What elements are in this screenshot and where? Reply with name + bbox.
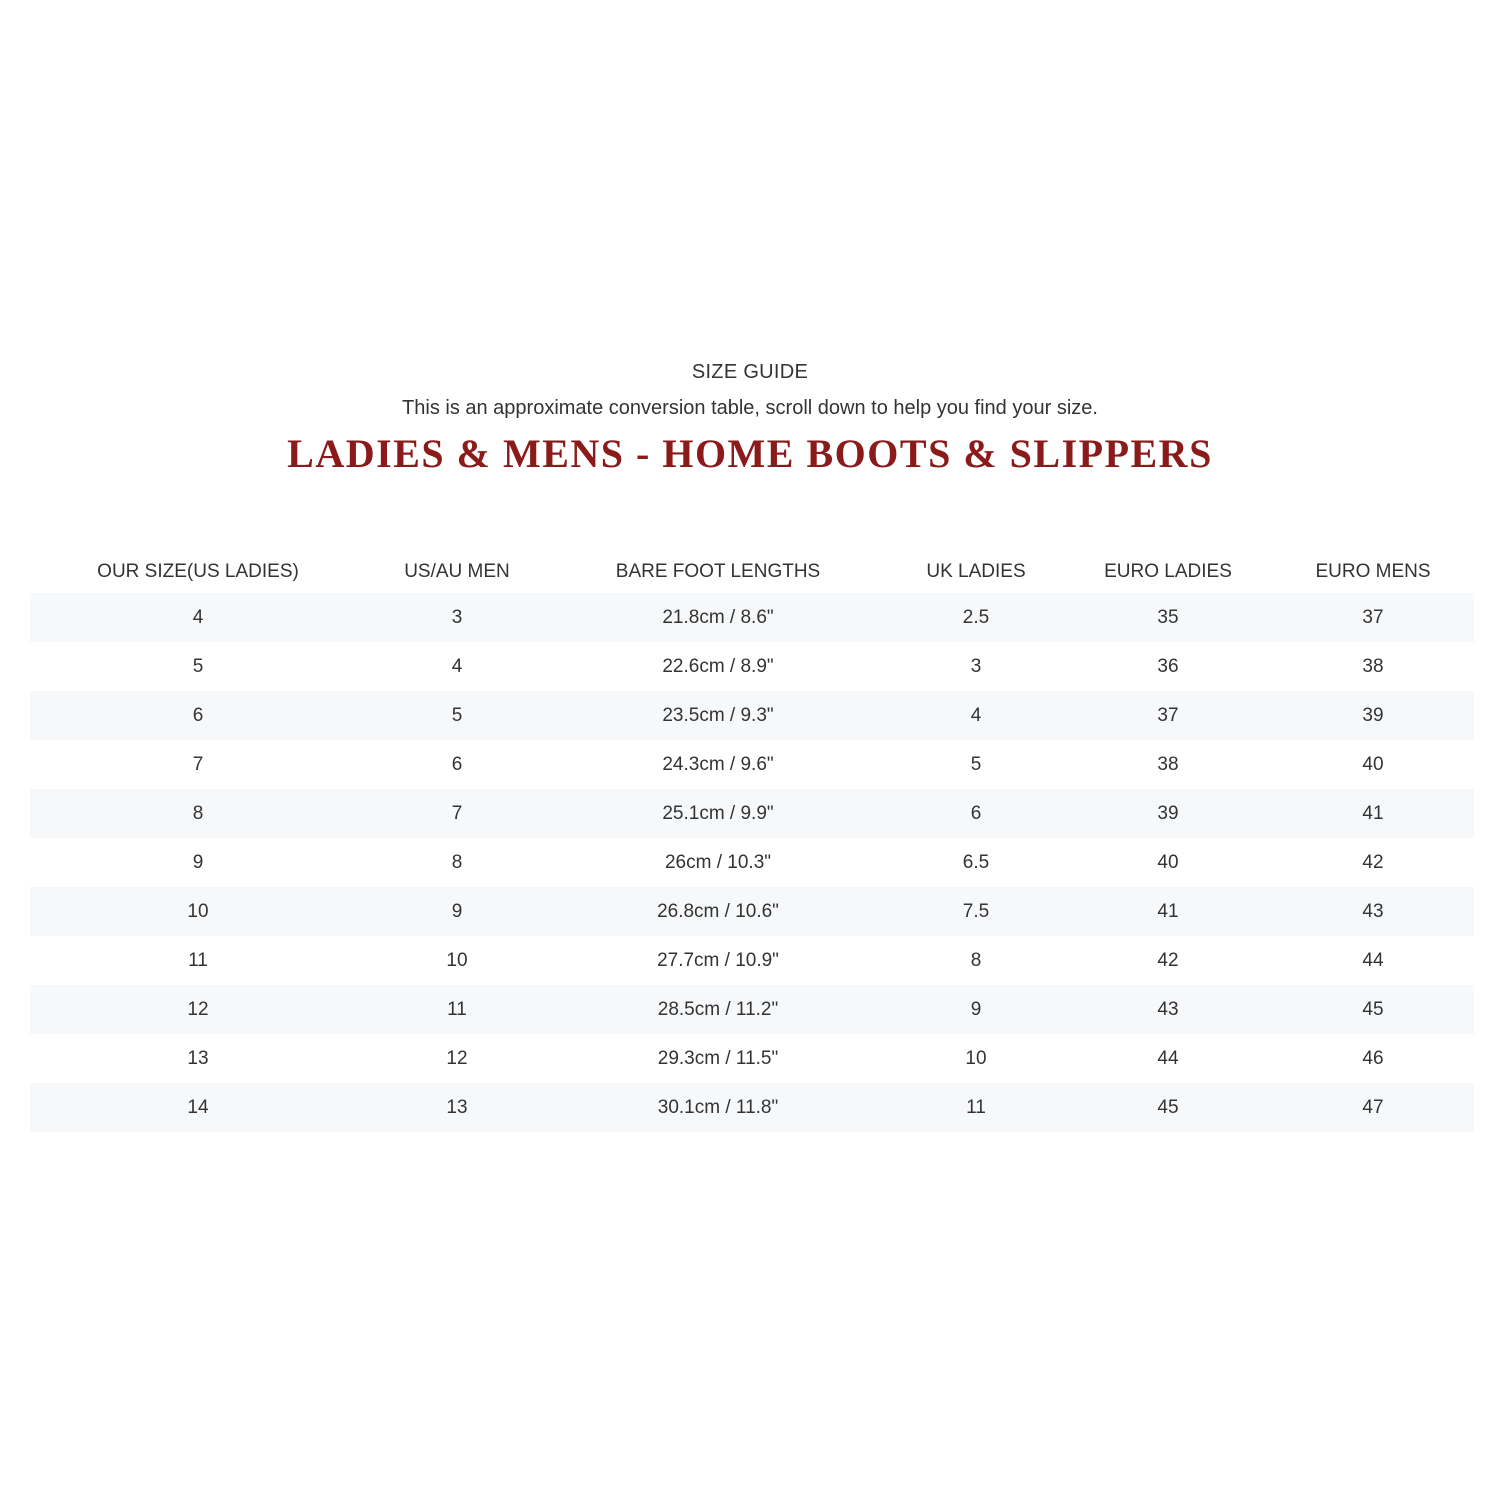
euro-mens-cell: 37 [1362,606,1384,628]
our-size-cell: 8 [192,802,204,824]
size-guide-label: SIZE GUIDE [691,361,809,383]
euro-ladies-cell: 39 [1157,802,1179,824]
us-au-men-cell: 10 [446,949,468,971]
column-header-us-au-men: US/AU MEN [404,560,510,582]
euro-ladies-cell: 40 [1157,851,1179,873]
euro-ladies-cell: 44 [1157,1047,1179,1069]
table-row [30,691,1474,740]
us-au-men-cell: 3 [451,606,463,628]
us-au-men-cell: 13 [446,1096,468,1118]
us-au-men-cell: 9 [451,900,463,922]
euro-mens-cell: 39 [1362,704,1384,726]
our-size-cell: 7 [192,753,204,775]
uk-ladies-cell: 8 [970,949,982,971]
us-au-men-cell: 7 [451,802,463,824]
euro-ladies-cell: 43 [1157,998,1179,1020]
bare-foot-length-cell: 28.5cm / 11.2" [657,998,779,1020]
column-header-euro-mens: EURO MENS [1315,560,1431,582]
uk-ladies-cell: 6.5 [962,851,990,873]
euro-ladies-cell: 36 [1157,655,1179,677]
uk-ladies-cell: 5 [970,753,982,775]
euro-ladies-cell: 35 [1157,606,1179,628]
bare-foot-length-cell: 30.1cm / 11.8" [657,1096,779,1118]
bare-foot-length-cell: 25.1cm / 9.9" [662,802,774,824]
uk-ladies-cell: 2.5 [962,606,990,628]
euro-ladies-cell: 38 [1157,753,1179,775]
column-header-bare-foot-lengths: BARE FOOT LENGTHS [615,560,821,582]
us-au-men-cell: 12 [446,1047,468,1069]
euro-ladies-cell: 45 [1157,1096,1179,1118]
column-header-uk-ladies: UK LADIES [926,560,1026,582]
uk-ladies-cell: 11 [966,1096,986,1118]
uk-ladies-cell: 10 [965,1047,987,1069]
euro-mens-cell: 45 [1362,998,1384,1020]
bare-foot-length-cell: 27.7cm / 10.9" [657,949,779,971]
bare-foot-length-cell: 24.3cm / 9.6" [662,753,774,775]
size-conversion-table [30,550,1474,1132]
bare-foot-length-cell: 26cm / 10.3" [664,851,772,873]
uk-ladies-cell: 7.5 [962,900,990,922]
euro-mens-cell: 41 [1362,802,1384,824]
table-row [30,838,1474,887]
bare-foot-length-cell: 29.3cm / 11.5" [657,1047,779,1069]
us-au-men-cell: 5 [451,704,463,726]
table-body [30,593,1474,1132]
uk-ladies-cell: 9 [970,998,982,1020]
our-size-cell: 14 [187,1096,209,1118]
uk-ladies-cell: 3 [970,655,982,677]
table-row [30,887,1474,936]
euro-mens-cell: 47 [1362,1096,1384,1118]
our-size-cell: 4 [192,606,204,628]
our-size-cell: 13 [187,1047,209,1069]
our-size-cell: 12 [187,998,209,1020]
uk-ladies-cell: 6 [970,802,982,824]
our-size-cell: 10 [187,900,209,922]
table-row [30,593,1474,642]
euro-mens-cell: 42 [1362,851,1384,873]
table-row [30,1034,1474,1083]
table-row [30,985,1474,1034]
table-row [30,642,1474,691]
table-header-row [30,550,1474,593]
us-au-men-cell: 4 [451,655,463,677]
euro-mens-cell: 43 [1362,900,1384,922]
us-au-men-cell: 11 [447,998,467,1020]
euro-ladies-cell: 41 [1157,900,1179,922]
euro-ladies-cell: 42 [1157,949,1179,971]
column-header-our-size: OUR SIZE(US LADIES) [97,560,299,582]
euro-mens-cell: 38 [1362,655,1384,677]
bare-foot-length-cell: 26.8cm / 10.6" [657,900,779,922]
uk-ladies-cell: 4 [970,704,982,726]
bare-foot-length-cell: 22.6cm / 8.9" [662,655,774,677]
page-title: LADIES & MENS - HOME BOOTS & SLIPPERS [287,431,1213,476]
euro-mens-cell: 44 [1362,949,1384,971]
euro-ladies-cell: 37 [1157,704,1179,726]
bare-foot-length-cell: 21.8cm / 8.6" [662,606,774,628]
bare-foot-length-cell: 23.5cm / 9.3" [662,704,774,726]
our-size-cell: 5 [192,655,204,677]
table-row [30,936,1474,985]
our-size-cell: 6 [192,704,204,726]
us-au-men-cell: 6 [451,753,463,775]
table-row [30,740,1474,789]
euro-mens-cell: 46 [1362,1047,1384,1069]
us-au-men-cell: 8 [451,851,463,873]
euro-mens-cell: 40 [1362,753,1384,775]
our-size-cell: 11 [188,949,208,971]
subtitle-text: This is an approximate conversion table, scroll down to help you find your size. [402,397,1098,419]
column-header-euro-ladies: EURO LADIES [1104,560,1232,582]
table-row [30,789,1474,838]
table-row [30,1083,1474,1132]
our-size-cell: 9 [192,851,204,873]
